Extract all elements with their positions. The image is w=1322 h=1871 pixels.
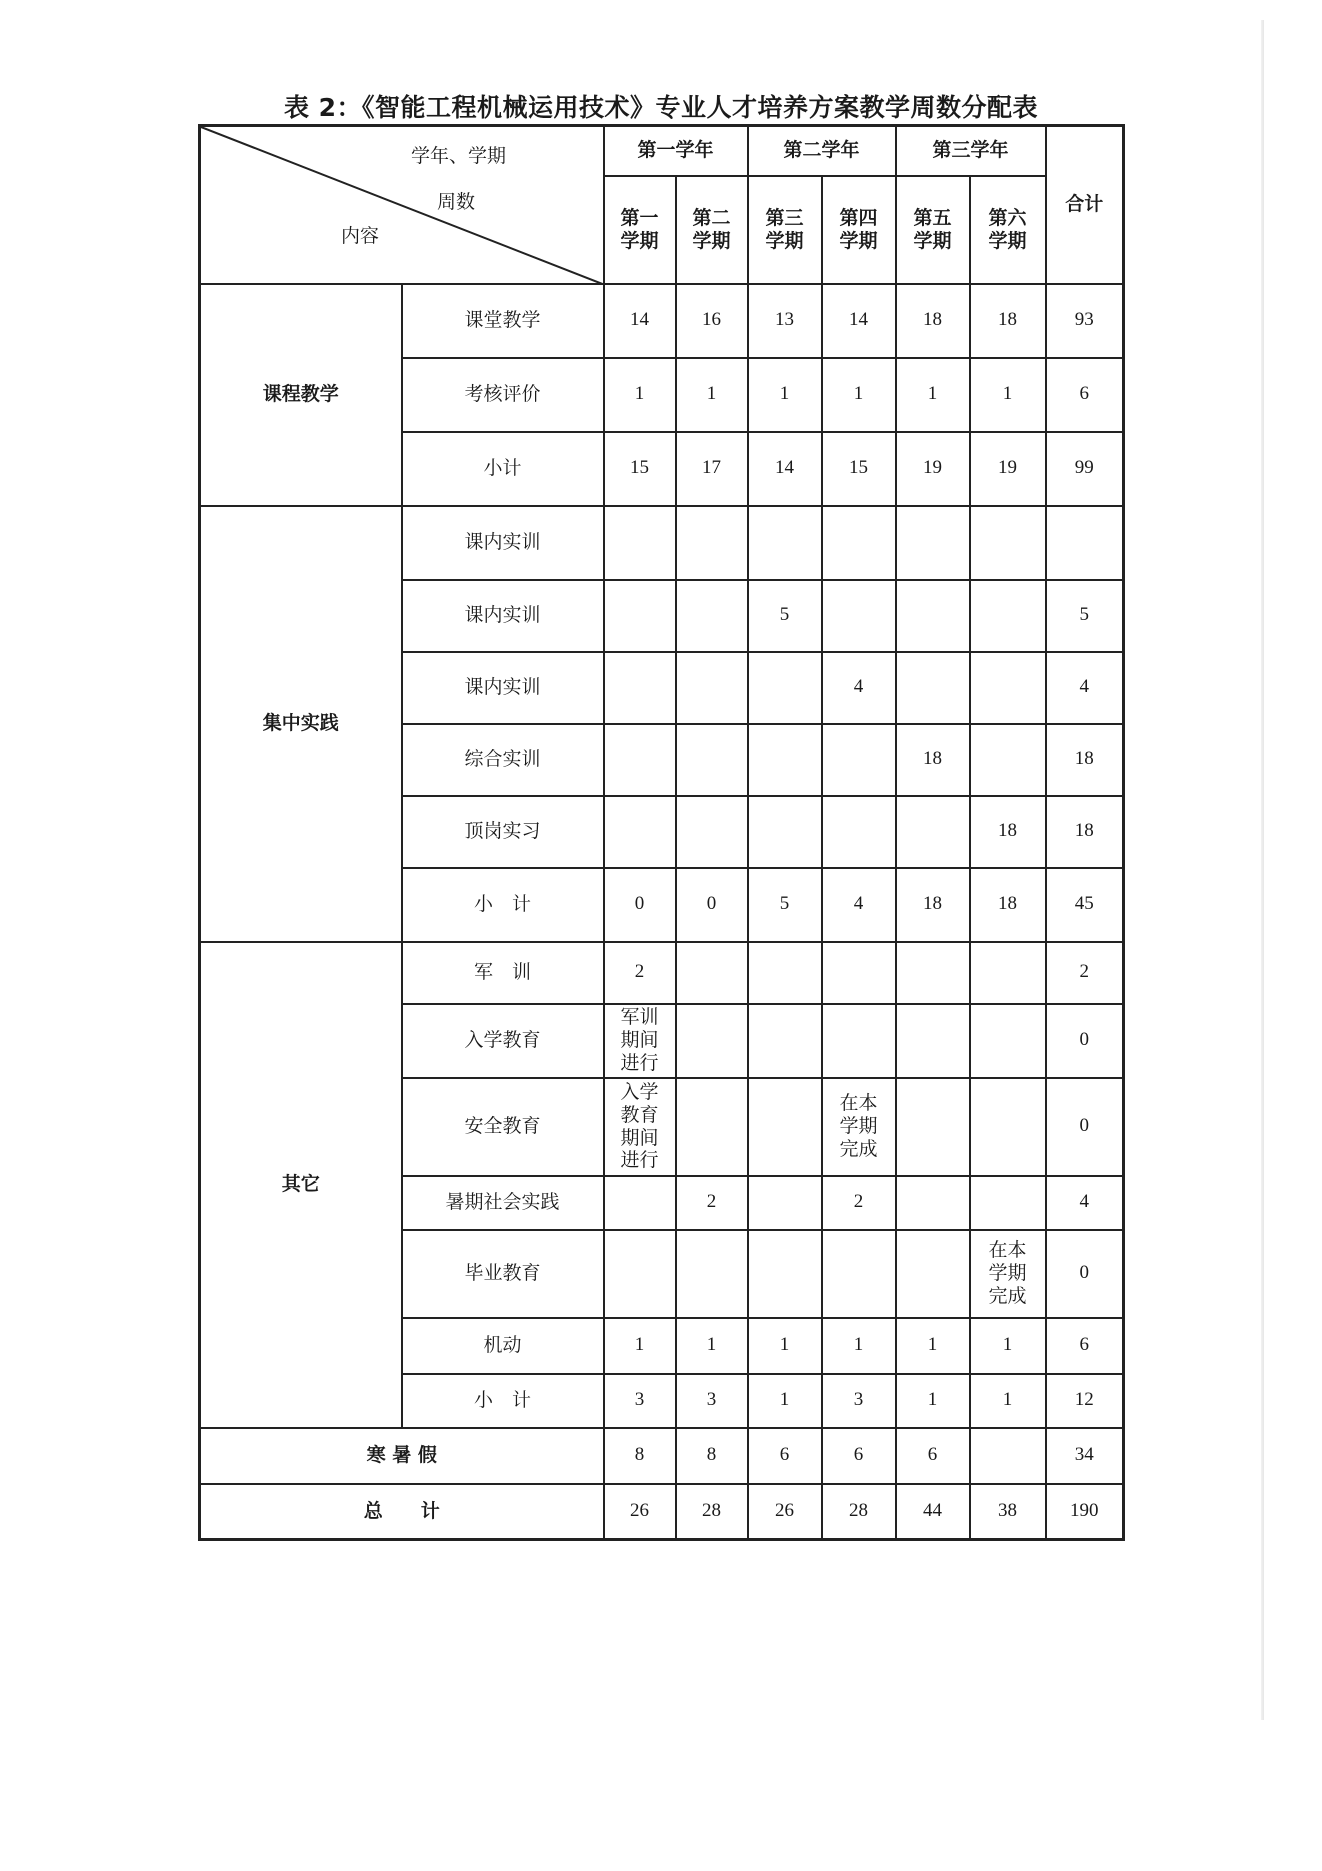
- semester-4-cell: 15: [822, 432, 896, 506]
- table-row: [200, 942, 1124, 1004]
- semester-1-cell: 26: [604, 1484, 676, 1540]
- semester-1-cell: 1: [604, 1318, 676, 1374]
- semester-1-cell: [604, 580, 676, 652]
- semester-5-cell: [896, 1004, 970, 1078]
- semester-6-cell: [970, 942, 1046, 1004]
- semester-6-cell: 19: [970, 432, 1046, 506]
- semester-3-cell: 1: [748, 1318, 822, 1374]
- semester-2-cell: [676, 796, 748, 868]
- semester-3-cell: [748, 1078, 822, 1176]
- grand-total-row: [200, 1484, 1124, 1540]
- semester-6-cell: [970, 1176, 1046, 1230]
- diagonal-header-cell: [200, 126, 604, 284]
- semester-3-cell: 5: [748, 580, 822, 652]
- row-label: 毕业教育: [402, 1230, 604, 1318]
- semester-2-line2: 学期: [692, 229, 731, 252]
- row-total-cell: 18: [1046, 796, 1124, 868]
- semester-3-cell: [748, 942, 822, 1004]
- semester-5-cell: 18: [896, 724, 970, 796]
- row-label: 课内实训: [402, 580, 604, 652]
- semester-1-cell: [604, 1176, 676, 1230]
- semester-4-cell: [822, 942, 896, 1004]
- semester-6-cell: [970, 1428, 1046, 1484]
- semester-1-cell: 2: [604, 942, 676, 1004]
- semester-2-cell: [676, 1230, 748, 1318]
- semester-2-cell: 1: [676, 358, 748, 432]
- row-total-cell: 190: [1046, 1484, 1124, 1540]
- semester-2-cell: [676, 942, 748, 1004]
- row-label: 课内实训: [402, 506, 604, 580]
- semester-3-cell: 26: [748, 1484, 822, 1540]
- semester-5-header: [896, 176, 970, 284]
- semester-3-cell: [748, 1004, 822, 1078]
- semester-2-cell: [676, 724, 748, 796]
- semester-1-cell: [604, 724, 676, 796]
- semester-1-line1: 第一: [620, 206, 659, 229]
- semester-3-cell: 13: [748, 284, 822, 358]
- semester-3-cell: 1: [748, 1374, 822, 1428]
- page-edge-shadow: [1261, 20, 1264, 1720]
- semester-6-cell: 1: [970, 1374, 1046, 1428]
- semester-5-cell: 1: [896, 1374, 970, 1428]
- semester-4-cell: [822, 1230, 896, 1318]
- semester-2-cell: 1: [676, 1318, 748, 1374]
- semester-6-cell: [970, 652, 1046, 724]
- semester-5-cell: 44: [896, 1484, 970, 1540]
- semester-4-cell: [822, 1004, 896, 1078]
- semester-4-cell: 4: [822, 868, 896, 942]
- semester-2-cell: 28: [676, 1484, 748, 1540]
- row-total-cell: 93: [1046, 284, 1124, 358]
- semester-5-cell: [896, 1078, 970, 1176]
- semester-2-cell: 0: [676, 868, 748, 942]
- row-label: 安全教育: [402, 1078, 604, 1176]
- semester-3-cell: 5: [748, 868, 822, 942]
- row-total-cell: 0: [1046, 1230, 1124, 1318]
- semester-6-cell: 18: [970, 796, 1046, 868]
- diag-label-weeks: 周数: [437, 191, 476, 213]
- semester-1-cell: [604, 1230, 676, 1318]
- semester-2-cell: [676, 652, 748, 724]
- semester-3-cell: 1: [748, 358, 822, 432]
- semester-4-cell: [822, 506, 896, 580]
- semester-4-cell: [822, 580, 896, 652]
- semester-4-cell: 28: [822, 1484, 896, 1540]
- semester-5-cell: 18: [896, 284, 970, 358]
- grand-total-row-label: 总 计: [200, 1484, 604, 1540]
- vacation-row: [200, 1428, 1124, 1484]
- row-label: 顶岗实习: [402, 796, 604, 868]
- semester-4-cell: 在本 学期 完成: [822, 1078, 896, 1176]
- table-row: [200, 284, 1124, 358]
- row-total-cell: 0: [1046, 1004, 1124, 1078]
- group-label-other: 其它: [200, 942, 402, 1428]
- semester-3-cell: 14: [748, 432, 822, 506]
- semester-1-cell: 8: [604, 1428, 676, 1484]
- row-label: 课内实训: [402, 652, 604, 724]
- semester-1-cell: [604, 652, 676, 724]
- semester-1-cell: 3: [604, 1374, 676, 1428]
- header-row-years: [200, 126, 1124, 176]
- semester-6-line2: 学期: [988, 229, 1027, 252]
- row-total-cell: 12: [1046, 1374, 1124, 1428]
- semester-4-cell: 4: [822, 652, 896, 724]
- semester-5-cell: 1: [896, 358, 970, 432]
- semester-6-line1: 第六: [988, 206, 1027, 229]
- semester-6-cell: 在本 学期 完成: [970, 1230, 1046, 1318]
- semester-3-header: [748, 176, 822, 284]
- row-label: 小计: [402, 432, 604, 506]
- semester-6-cell: 1: [970, 358, 1046, 432]
- row-total-cell: 99: [1046, 432, 1124, 506]
- semester-6-cell: [970, 506, 1046, 580]
- semester-5-cell: [896, 942, 970, 1004]
- semester-2-cell: [676, 580, 748, 652]
- week-allocation-table: [198, 124, 1125, 1541]
- row-label: 暑期社会实践: [402, 1176, 604, 1230]
- semester-4-cell: 14: [822, 284, 896, 358]
- semester-3-cell: [748, 506, 822, 580]
- semester-3-cell: [748, 724, 822, 796]
- row-total-cell: [1046, 506, 1124, 580]
- semester-4-cell: 6: [822, 1428, 896, 1484]
- row-total-cell: 5: [1046, 580, 1124, 652]
- semester-5-cell: [896, 1230, 970, 1318]
- semester-2-cell: [676, 506, 748, 580]
- diag-label-content: 内容: [341, 225, 380, 247]
- vacation-row-label: 寒 暑 假: [200, 1428, 604, 1484]
- semester-4-header: [822, 176, 896, 284]
- year-3-header: 第三学年: [896, 126, 1046, 176]
- semester-2-cell: [676, 1078, 748, 1176]
- year-1-header: 第一学年: [604, 126, 748, 176]
- semester-5-cell: 18: [896, 868, 970, 942]
- semester-3-cell: [748, 652, 822, 724]
- row-label: 考核评价: [402, 358, 604, 432]
- semester-2-cell: 17: [676, 432, 748, 506]
- semester-2-header: [676, 176, 748, 284]
- row-total-cell: 2: [1046, 942, 1124, 1004]
- row-label: 入学教育: [402, 1004, 604, 1078]
- semester-6-cell: [970, 1078, 1046, 1176]
- semester-1-cell: 军训 期间 进行: [604, 1004, 676, 1078]
- group-label-practice: 集中实践: [200, 506, 402, 942]
- semester-2-cell: 3: [676, 1374, 748, 1428]
- semester-6-header: [970, 176, 1046, 284]
- semester-1-cell: 1: [604, 358, 676, 432]
- semester-5-cell: 6: [896, 1428, 970, 1484]
- semester-6-cell: 18: [970, 284, 1046, 358]
- semester-3-line1: 第三: [765, 206, 804, 229]
- group-label-course: 课程教学: [200, 284, 402, 506]
- row-label: 小 计: [402, 1374, 604, 1428]
- semester-5-cell: 1: [896, 1318, 970, 1374]
- semester-1-cell: [604, 796, 676, 868]
- row-label: 机动: [402, 1318, 604, 1374]
- year-2-header: 第二学年: [748, 126, 896, 176]
- semester-4-cell: 2: [822, 1176, 896, 1230]
- semester-5-cell: [896, 1176, 970, 1230]
- semester-2-cell: [676, 1004, 748, 1078]
- row-total-cell: 4: [1046, 652, 1124, 724]
- semester-4-line2: 学期: [839, 229, 878, 252]
- semester-1-cell: [604, 506, 676, 580]
- row-total-cell: 4: [1046, 1176, 1124, 1230]
- semester-4-cell: [822, 724, 896, 796]
- row-total-cell: 34: [1046, 1428, 1124, 1484]
- semester-2-cell: 2: [676, 1176, 748, 1230]
- semester-3-line2: 学期: [765, 229, 804, 252]
- diagonal-line: [201, 127, 605, 285]
- table-title: 表 2：《智能工程机械运用技术》专业人才培养方案教学周数分配表: [283, 93, 1039, 122]
- row-label: 军 训: [402, 942, 604, 1004]
- semester-5-cell: [896, 580, 970, 652]
- semester-1-line2: 学期: [620, 229, 659, 252]
- diag-label-year-term: 学年、学期: [411, 145, 507, 167]
- row-total-cell: 6: [1046, 358, 1124, 432]
- semester-1-cell: 入学 教育 期间 进行: [604, 1078, 676, 1176]
- row-label: 课堂教学: [402, 284, 604, 358]
- semester-3-cell: [748, 796, 822, 868]
- semester-5-cell: [896, 652, 970, 724]
- row-total-cell: 6: [1046, 1318, 1124, 1374]
- semester-4-cell: 3: [822, 1374, 896, 1428]
- row-total-cell: 0: [1046, 1078, 1124, 1176]
- semester-1-cell: 15: [604, 432, 676, 506]
- semester-1-cell: 14: [604, 284, 676, 358]
- row-total-cell: 18: [1046, 724, 1124, 796]
- semester-4-cell: [822, 796, 896, 868]
- semester-5-line1: 第五: [913, 206, 952, 229]
- total-header: 合计: [1046, 126, 1124, 284]
- row-total-cell: 45: [1046, 868, 1124, 942]
- semester-5-line2: 学期: [913, 229, 952, 252]
- semester-6-cell: [970, 580, 1046, 652]
- semester-2-cell: 8: [676, 1428, 748, 1484]
- semester-3-cell: [748, 1230, 822, 1318]
- semester-4-cell: 1: [822, 358, 896, 432]
- semester-1-cell: 0: [604, 868, 676, 942]
- semester-6-cell: [970, 1004, 1046, 1078]
- semester-5-cell: 19: [896, 432, 970, 506]
- row-label: 小 计: [402, 868, 604, 942]
- semester-2-cell: 16: [676, 284, 748, 358]
- semester-3-cell: 6: [748, 1428, 822, 1484]
- semester-3-cell: [748, 1176, 822, 1230]
- semester-6-cell: 1: [970, 1318, 1046, 1374]
- row-label: 综合实训: [402, 724, 604, 796]
- semester-5-cell: [896, 506, 970, 580]
- table-row: [200, 506, 1124, 580]
- semester-6-cell: [970, 724, 1046, 796]
- semester-4-cell: 1: [822, 1318, 896, 1374]
- semester-2-line1: 第二: [692, 206, 731, 229]
- semester-1-header: [604, 176, 676, 284]
- semester-6-cell: 38: [970, 1484, 1046, 1540]
- semester-4-line1: 第四: [839, 206, 878, 229]
- semester-6-cell: 18: [970, 868, 1046, 942]
- semester-5-cell: [896, 796, 970, 868]
